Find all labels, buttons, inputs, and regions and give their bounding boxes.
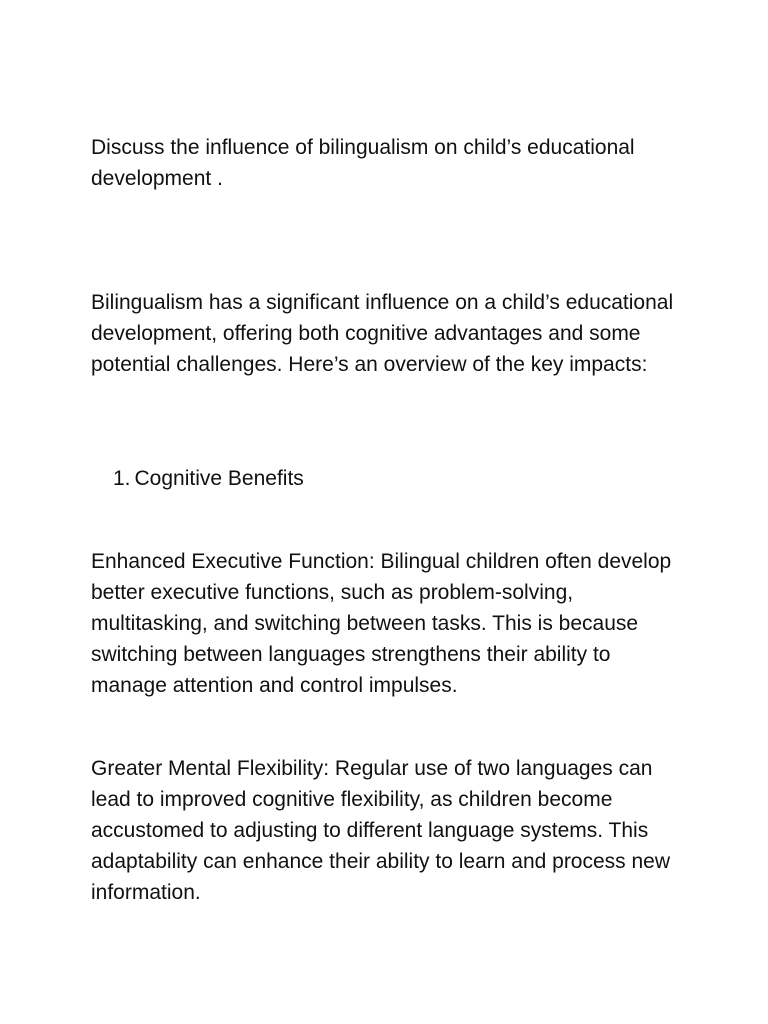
executive-function-paragraph: Enhanced Executive Function: Bilingual children often develop better executive functions, such as problem-solving, multitasking, and switching between tasks. This is because switching between languages strengthens their ability to manage attention and control impulses. — [91, 550, 672, 697]
list-number: 1. — [113, 467, 131, 490]
section-heading: Cognitive Benefits — [134, 467, 304, 490]
intro-paragraph: Bilingualism has a significant influence on a child’s educational development, offering both cognitive advantages and some potential challenges. Here’s an overview of the key impacts: — [91, 291, 674, 376]
mental-flexibility-paragraph: Greater Mental Flexibility: Regular use of two languages can lead to improved cognitive flexibility, as children become accustomed to adjusting to different language systems. This adaptability can enhance their ability to learn and process new information. — [91, 757, 671, 904]
section-heading-item — [113, 463, 304, 494]
question-text: Discuss the influence of bilingualism on child’s educational development . — [91, 136, 635, 190]
